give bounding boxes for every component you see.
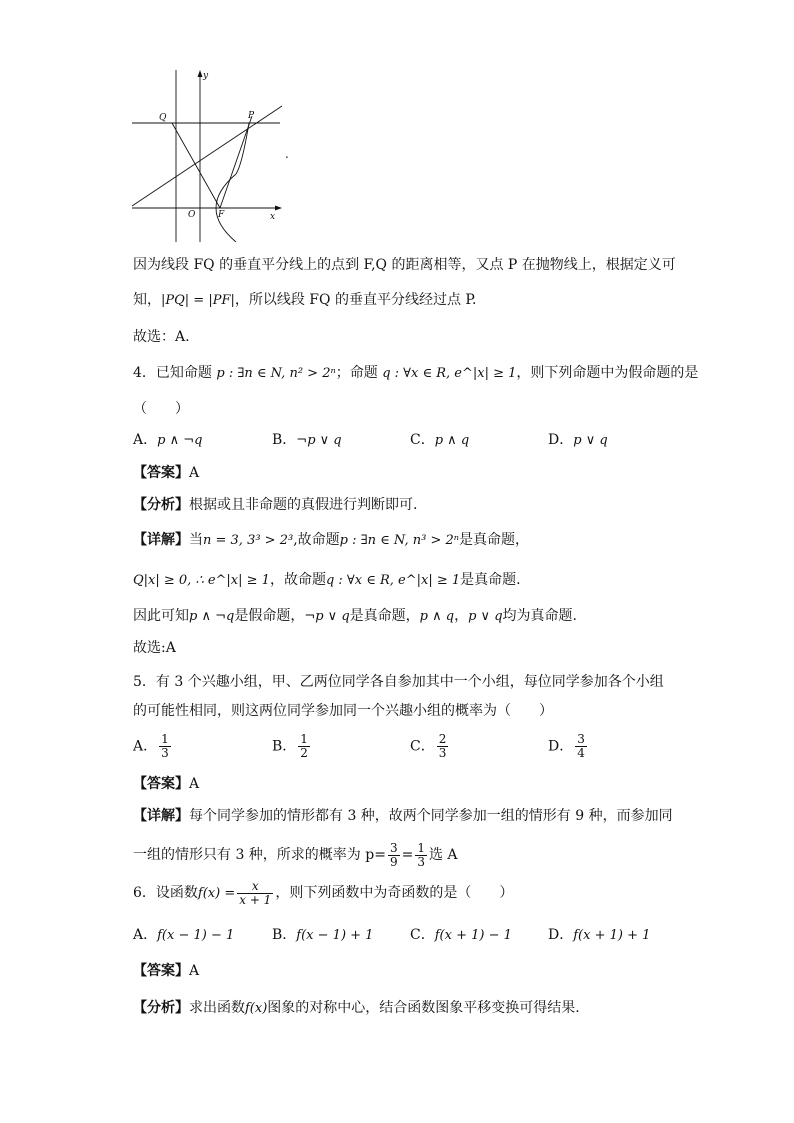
option-fraction (159, 733, 171, 760)
math-inline: f(x) = (197, 886, 236, 901)
q4-option-b[interactable] (272, 430, 342, 451)
q6-option-a[interactable] (133, 925, 234, 946)
option-math: f(x + 1) − 1 (434, 928, 512, 943)
stem-text: 6．设函数 (133, 885, 198, 901)
detail-text: 当 (189, 532, 203, 548)
option-fraction (298, 733, 310, 760)
option-letter: A． (133, 432, 158, 448)
stem-text: 4．已知命题 (133, 365, 217, 381)
q4-analysis (133, 495, 417, 515)
fraction-numerator: 1 (417, 840, 425, 855)
math-inline: p ∧ ¬q (189, 609, 235, 624)
answer-value: A (189, 963, 200, 979)
math-inline: p : ∃n ∈ N, n² > 2ⁿ (216, 366, 336, 381)
math-inline: p ∧ q (419, 609, 455, 624)
math-inline: q : ∀x ∈ R, e^|x| ≥ 1 (382, 366, 517, 381)
stem-text: ，则下列函数中为奇函数的是（ ） (275, 885, 514, 901)
explanation-line-1: 因为线段 FQ 的垂直平分线上的点到 F,Q 的距离相等，又点 P 在抛物线上，根据定义可 (133, 257, 676, 273)
detail-text: 一组的情形只有 3 种，所求的概率为 p= (133, 847, 386, 863)
q6-answer (133, 961, 199, 981)
option-math: f(x + 1) + 1 (573, 928, 651, 943)
option-letter: D． (548, 927, 574, 943)
q4-option-d[interactable] (548, 430, 608, 451)
fraction-numerator: 2 (438, 732, 447, 746)
answer-tag: 【答案】 (133, 776, 189, 792)
label-x: x (270, 212, 276, 222)
q5-option-d[interactable] (548, 733, 589, 760)
equals-sign: = (401, 847, 414, 863)
analysis-text: 根据或且非命题的真假进行判断即可. (189, 497, 418, 513)
fraction-denominator: 2 (300, 746, 308, 760)
segment-pf (220, 116, 252, 208)
label-f: F (218, 210, 225, 220)
q5-option-c[interactable] (410, 733, 450, 760)
option-letter: A． (133, 738, 158, 755)
fraction-numerator: 1 (300, 732, 308, 746)
q4-choice: 故选:A (133, 640, 176, 656)
q4-stem (133, 363, 698, 384)
fraction-numerator: 1 (161, 732, 169, 746)
q5-option-b[interactable] (272, 733, 312, 760)
math-inline: p : ∃n ∈ N, n³ > 2ⁿ (339, 533, 460, 548)
option-math: ¬p ∨ q (296, 433, 342, 448)
segment-qf (172, 123, 220, 208)
parabola-figure (128, 66, 294, 242)
fraction-numerator: x (237, 880, 273, 894)
option-math: f(x − 1) + 1 (296, 928, 374, 943)
fraction-denominator: x + 1 (239, 892, 272, 907)
option-letter: D． (548, 432, 574, 448)
analysis-tag: 【分析】 (133, 1000, 189, 1016)
analysis-text: 图象的对称中心，结合函数图象平移变换可得结果. (267, 1000, 580, 1016)
detail-tag: 【详解】 (133, 808, 189, 824)
q6-option-b[interactable] (272, 925, 373, 946)
detail-text: 均为真命题. (502, 608, 577, 624)
q4-answer (133, 463, 199, 483)
detail-fraction (388, 842, 400, 869)
option-letter: B． (272, 927, 297, 943)
option-math: p ∧ q (434, 433, 470, 448)
q4-detail-line-2 (133, 570, 521, 591)
explanation-text: ，所以线段 FQ 的垂直平分线经过点 P. (234, 292, 477, 308)
detail-text: 是真命题. (460, 572, 521, 588)
detail-text: 每个同学参加的情形都有 3 种，故两个同学参加一组的情形有 9 种，而参加同 (189, 808, 673, 824)
q6-analysis (133, 998, 580, 1019)
answer-value: A (189, 465, 200, 481)
fraction-denominator: 4 (577, 746, 585, 760)
fraction-denominator: 3 (161, 746, 169, 760)
label-o: O (188, 210, 196, 220)
q5-answer (133, 774, 199, 794)
fraction-numerator: 3 (577, 732, 585, 746)
fraction-denominator: 3 (417, 854, 425, 869)
answer-value: A (189, 776, 200, 792)
option-letter: D． (548, 738, 574, 755)
math-inline: Q|x| ≥ 0, ∴ e^|x| ≥ 1 (133, 573, 270, 588)
option-letter: B． (272, 738, 297, 755)
label-dot: . (285, 147, 289, 161)
q5-detail-line-2 (133, 838, 458, 872)
detail-text: 选 A (428, 847, 458, 863)
answer-tag: 【答案】 (133, 963, 189, 979)
q6-option-d[interactable] (548, 925, 650, 946)
label-q: Q (159, 113, 167, 123)
label-p: P (248, 111, 255, 121)
q4-detail-line-3 (133, 606, 577, 627)
option-letter: B． (272, 432, 297, 448)
label-y: y (203, 71, 209, 81)
explanation-text: 知， (133, 292, 161, 308)
option-fraction (575, 733, 587, 760)
detail-text: ， (454, 608, 469, 624)
math-inline: |PQ| = |PF| (161, 293, 235, 308)
option-letter: C． (410, 432, 435, 448)
fraction-denominator: 9 (389, 854, 398, 869)
detail-fraction (415, 842, 427, 869)
q4-option-c[interactable] (410, 430, 469, 451)
x-axis-arrow (275, 206, 282, 211)
analysis-text: 求出函数 (189, 1000, 245, 1016)
detail-text: ，故命题 (269, 572, 326, 588)
choice-line: 故选：A. (133, 329, 190, 345)
q6-stem (133, 876, 513, 911)
math-inline: n = 3, 3³ > 2³ (203, 533, 294, 548)
detail-text: 是真命题， (349, 608, 420, 624)
q4-option-a[interactable] (133, 430, 202, 451)
math-inline: q : ∀x ∈ R, e^|x| ≥ 1 (325, 573, 461, 588)
fraction-numerator: 3 (389, 840, 398, 855)
stem-text: ；命题 (335, 365, 383, 381)
fraction-denominator: 3 (438, 746, 447, 760)
q5-stem-line-1: 5．有 3 个兴趣小组，甲、乙两位同学各自参加其中一个小组，每位同学参加各个小组 (133, 674, 664, 690)
stem-text: ，则下列命题中为假命题的是 (516, 365, 699, 381)
detail-text: 是真命题， (459, 532, 530, 548)
detail-tag: 【详解】 (133, 532, 189, 548)
detail-text: 是假命题， (234, 608, 305, 624)
y-axis-arrow (198, 70, 203, 77)
detail-text: 因此可知 (133, 608, 189, 624)
option-letter: C． (410, 738, 435, 755)
option-letter: A． (133, 927, 158, 943)
option-math: p ∧ ¬q (157, 433, 203, 448)
math-inline: p ∨ q (468, 609, 503, 624)
q5-stem-line-2: 的可能性相同，则这两位同学参加同一个兴趣小组的概率为（ ） (133, 703, 553, 719)
explanation-line-2 (133, 290, 476, 311)
option-math: f(x − 1) − 1 (157, 928, 235, 943)
analysis-tag: 【分析】 (133, 497, 189, 513)
q5-option-a[interactable] (133, 733, 173, 760)
q4-paren: （ ） (133, 401, 189, 417)
tangent-line (132, 106, 282, 206)
stem-fraction (237, 880, 273, 907)
answer-tag: 【答案】 (133, 465, 189, 481)
q5-detail-line-1 (133, 806, 673, 826)
detail-text: ,故命题 (293, 532, 340, 548)
option-letter: C． (410, 927, 435, 943)
math-inline: ¬p ∨ q (304, 609, 350, 624)
q6-option-c[interactable] (410, 925, 512, 946)
q4-detail-line-1 (133, 530, 529, 551)
option-math: p ∨ q (573, 433, 608, 448)
option-fraction (437, 733, 449, 760)
math-inline: f(x) (245, 1001, 268, 1016)
